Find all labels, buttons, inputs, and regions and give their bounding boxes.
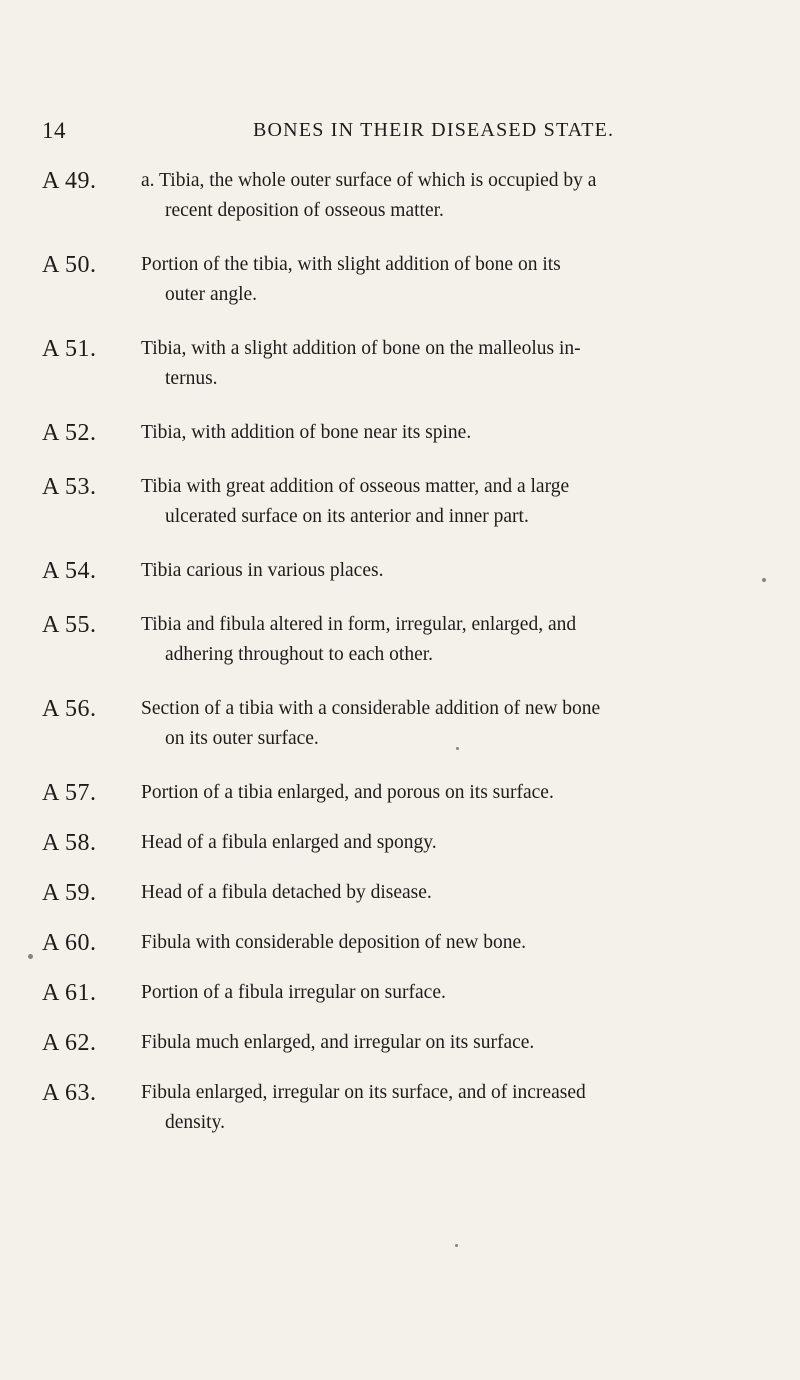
- catalogue-entry-a52: [42, 418, 762, 448]
- entry-description: [141, 418, 762, 448]
- entry-number: A 53.: [42, 474, 97, 500]
- entry-description-line: Tibia, with addition of bone near its spine.: [141, 422, 472, 443]
- entry-number: A 62.: [42, 1030, 97, 1056]
- entry-number: A 51.: [42, 336, 97, 362]
- entry-description-line: Tibia, with a slight addition of bone on the malleolus in-: [141, 338, 581, 359]
- paper-speck: [762, 578, 766, 582]
- catalogue-entry-a58: [42, 828, 762, 858]
- catalogue-entries: [42, 166, 762, 1138]
- entry-description: [141, 828, 762, 858]
- catalogue-entry-a62: [42, 1028, 762, 1058]
- entry-description-continuation: outer angle.: [165, 284, 258, 305]
- entry-number: A 59.: [42, 880, 97, 906]
- entry-number: A 50.: [42, 252, 97, 278]
- entry-description: [141, 610, 762, 670]
- catalogue-entry-a55: [42, 610, 762, 670]
- entry-description: [141, 1028, 762, 1058]
- entry-number: A 54.: [42, 558, 97, 584]
- entry-description-line: Tibia with great addition of osseous matter, and a large: [141, 476, 570, 497]
- entry-description-line: Section of a tibia with a considerable addition of new bone: [141, 698, 601, 719]
- entry-description-line: Portion of a tibia enlarged, and porous on its surface.: [141, 782, 554, 803]
- paper-speck: [456, 747, 459, 750]
- paper-speck: [455, 1244, 458, 1247]
- entry-description-line: Tibia and fibula altered in form, irregular, enlarged, and: [141, 614, 577, 635]
- entry-number: A 58.: [42, 830, 97, 856]
- catalogue-entry-a56: [42, 694, 762, 754]
- entry-number: A 63.: [42, 1080, 97, 1106]
- entry-description-continuation: ulcerated surface on its anterior and inner part.: [165, 506, 529, 527]
- entry-description: [141, 878, 762, 908]
- entry-description-line: Fibula enlarged, irregular on its surface, and of increased: [141, 1082, 586, 1103]
- entry-description-line: Portion of a fibula irregular on surface.: [141, 982, 446, 1003]
- entry-description-continuation: adhering throughout to each other.: [165, 644, 434, 665]
- catalogue-entry-a53: [42, 472, 762, 532]
- entry-description-continuation: density.: [165, 1112, 225, 1133]
- entry-description: [141, 556, 762, 586]
- entry-description: [141, 978, 762, 1008]
- entry-description-line: a. Tibia, the whole outer surface of which is occupied by a: [141, 170, 597, 191]
- entry-number: A 49.: [42, 168, 97, 194]
- paper-speck: [28, 954, 33, 959]
- catalogue-entry-a63: [42, 1078, 762, 1138]
- entry-description: [141, 694, 762, 754]
- entry-description: [141, 472, 762, 532]
- entry-description: [141, 1078, 762, 1138]
- catalogue-entry-a50: [42, 250, 762, 310]
- entry-number: A 56.: [42, 696, 97, 722]
- entry-description: [141, 778, 762, 808]
- entry-description-line: Portion of the tibia, with slight addition of bone on its: [141, 254, 561, 275]
- entry-description: [141, 928, 762, 958]
- entry-description-line: Fibula much enlarged, and irregular on its surface.: [141, 1032, 535, 1053]
- entry-number: A 52.: [42, 420, 97, 446]
- catalogue-entry-a51: [42, 334, 762, 394]
- entry-number: A 61.: [42, 980, 97, 1006]
- entry-description-line: Head of a fibula detached by disease.: [141, 882, 432, 903]
- entry-description-line: Head of a fibula enlarged and spongy.: [141, 832, 437, 853]
- page-number: 14: [42, 118, 66, 143]
- entry-number: A 57.: [42, 780, 97, 806]
- catalogue-entry-a60: [42, 928, 762, 958]
- entry-description-continuation: recent deposition of osseous matter.: [165, 200, 444, 221]
- entry-number: A 55.: [42, 612, 97, 638]
- entry-description-line: Tibia carious in various places.: [141, 560, 384, 581]
- entry-description-continuation: ternus.: [165, 368, 218, 389]
- entry-description: [141, 250, 762, 310]
- catalogue-entry-a59: [42, 878, 762, 908]
- entry-description: [141, 334, 762, 394]
- entry-description: [141, 166, 762, 226]
- entry-description-continuation: on its outer surface.: [165, 728, 319, 749]
- entry-description-line: Fibula with considerable deposition of new bone.: [141, 932, 527, 953]
- catalogue-entry-a57: [42, 778, 762, 808]
- catalogue-entry-a49: [42, 166, 762, 226]
- catalogue-entry-a54: [42, 556, 762, 586]
- running-head: BONES IN THEIR DISEASED STATE.: [253, 119, 615, 141]
- entry-number: A 60.: [42, 930, 97, 956]
- catalogue-entry-a61: [42, 978, 762, 1008]
